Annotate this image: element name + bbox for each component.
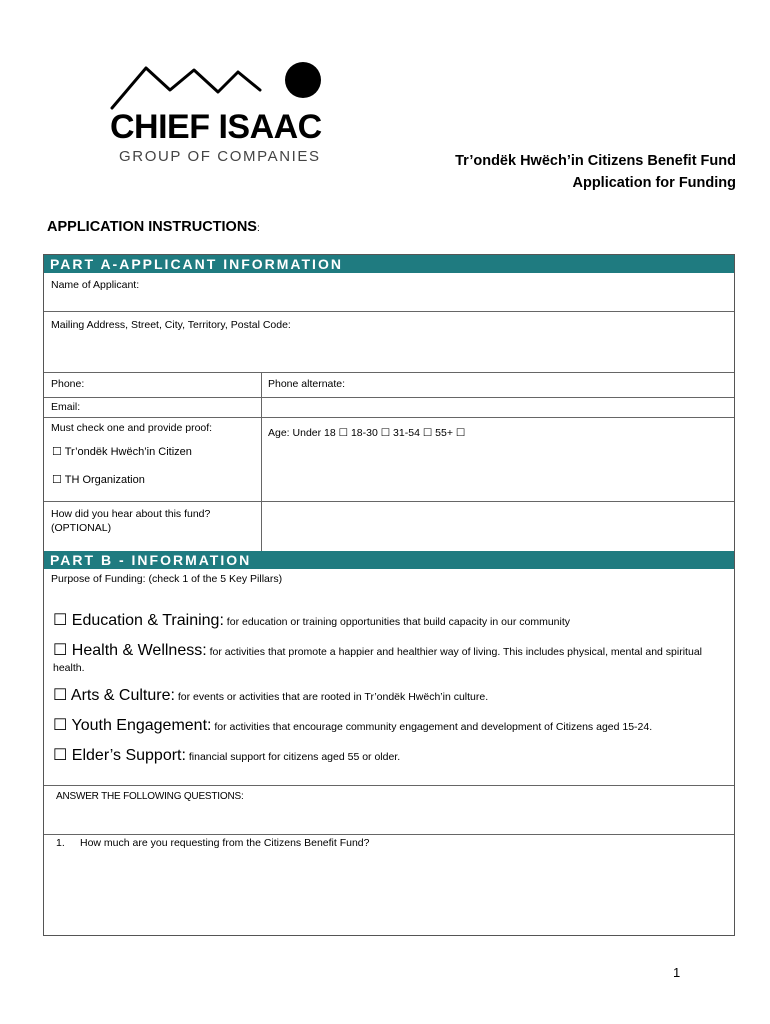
pillar-title: ☐ Elder’s Support: bbox=[53, 747, 186, 764]
email-label: Email: bbox=[51, 401, 81, 413]
document-title bbox=[455, 150, 736, 194]
question-1-number: 1. bbox=[56, 837, 65, 849]
pillar-title: ☐ Youth Engagement: bbox=[53, 717, 212, 734]
purpose-of-funding-label: Purpose of Funding: (check 1 of the 5 Key Pillars) bbox=[51, 573, 283, 585]
instructions-label: APPLICATION INSTRUCTIONS bbox=[47, 219, 257, 235]
pillar-description: for activities that encourage community engagement and development of Citizens aged 15-24. bbox=[211, 721, 653, 733]
part-a-header: PART A-APPLICANT INFORMATION bbox=[44, 255, 734, 273]
instructions-colon: : bbox=[256, 223, 260, 234]
pillar-title: ☐ Health & Wellness: bbox=[53, 642, 207, 659]
pillar-description: for education or training opportunities that build capacity in our community bbox=[223, 616, 570, 628]
part-b-header: PART B - INFORMATION bbox=[44, 551, 734, 569]
page-number: 1 bbox=[673, 965, 681, 980]
pillar-description: for activities that promote a happier and healthier way of living. This includes physical, mental and spiritual health. bbox=[53, 646, 702, 674]
check-one-label: Must check one and provide proof: bbox=[51, 422, 213, 434]
application-form bbox=[43, 254, 735, 936]
email-field[interactable] bbox=[44, 398, 734, 417]
mailing-address-field[interactable] bbox=[44, 312, 734, 372]
mountain-logo-icon bbox=[108, 60, 328, 110]
logo-wordmark: CHIEF ISAAC bbox=[110, 108, 322, 146]
instructions-heading bbox=[47, 219, 260, 235]
pillar-youth-checkbox[interactable] bbox=[53, 718, 731, 735]
phone-alternate-field[interactable] bbox=[262, 373, 734, 397]
how-did-you-hear-label bbox=[51, 507, 210, 535]
phone-field[interactable] bbox=[44, 373, 261, 397]
pillar-health-checkbox[interactable] bbox=[53, 643, 731, 676]
name-of-applicant-field[interactable] bbox=[44, 273, 734, 311]
company-logo bbox=[108, 60, 328, 170]
age-checkboxes[interactable]: Age: Under 18 ☐ 18-30 ☐ 31-54 ☐ 55+ ☐ bbox=[268, 427, 466, 439]
answer-questions-label: ANSWER THE FOLLOWING QUESTIONS: bbox=[56, 791, 244, 802]
divider bbox=[44, 417, 734, 418]
document-title-line-2: Application for Funding bbox=[572, 175, 736, 191]
document-title-line-1: Tr’ondëk Hwëch’in Citizens Benefit Fund bbox=[455, 153, 736, 169]
divider bbox=[44, 785, 734, 786]
how-did-you-hear-question: How did you hear about this fund? bbox=[51, 508, 211, 520]
pillar-title: ☐ Education & Training: bbox=[53, 612, 224, 629]
option-organization-checkbox[interactable]: ☐ TH Organization bbox=[52, 474, 145, 486]
logo-subtitle: GROUP OF COMPANIES bbox=[119, 148, 321, 165]
pillar-title: ☐ Arts & Culture: bbox=[53, 687, 175, 704]
phone-alternate-label: Phone alternate: bbox=[268, 378, 346, 390]
pillar-description: financial support for citizens aged 55 or older. bbox=[185, 751, 401, 763]
optional-note: (OPTIONAL) bbox=[51, 522, 112, 534]
option-citizen-checkbox[interactable]: ☐ Tr’ondëk Hwëch’in Citizen bbox=[52, 446, 192, 458]
column-divider bbox=[261, 373, 262, 551]
pillar-arts-checkbox[interactable] bbox=[53, 688, 731, 705]
pillar-education-checkbox[interactable] bbox=[53, 613, 731, 630]
mailing-address-label: Mailing Address, Street, City, Territory, Postal Code: bbox=[51, 319, 291, 331]
pillar-description: for events or activities that are rooted in Tr’ondëk Hwëch’in culture. bbox=[174, 691, 489, 703]
name-of-applicant-label: Name of Applicant: bbox=[51, 279, 140, 291]
pillar-elder-checkbox[interactable] bbox=[53, 748, 731, 765]
phone-label: Phone: bbox=[51, 378, 85, 390]
how-did-you-hear-field[interactable] bbox=[262, 502, 734, 550]
question-1-answer-field[interactable] bbox=[44, 835, 734, 935]
question-1-text: How much are you requesting from the Citizens Benefit Fund? bbox=[80, 837, 370, 849]
